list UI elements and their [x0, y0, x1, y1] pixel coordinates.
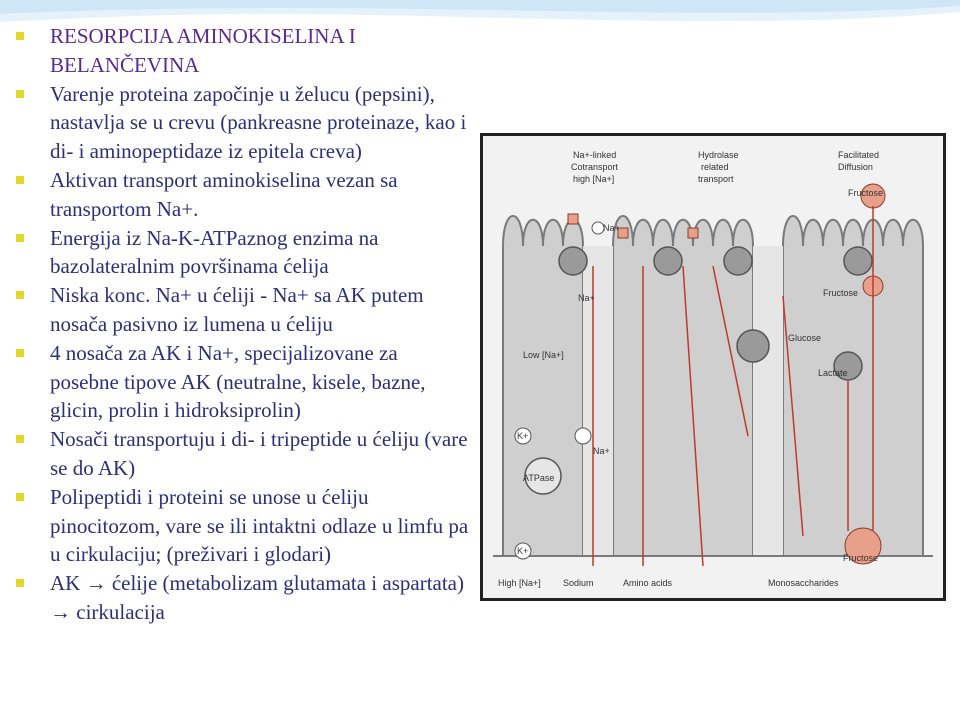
label-diffusion: Diffusion [838, 162, 873, 172]
transport-diagram [483, 136, 943, 598]
label-high-na-bottom: High [Na+] [498, 578, 541, 588]
bullet-item [14, 166, 469, 224]
label-monosaccharides: Monosaccharides [768, 578, 839, 588]
bullet-square-icon [16, 291, 24, 299]
bullet-text: RESORPCIJA AMINOKISELINA I BELANČEVINA [50, 24, 356, 77]
label-na-plus: Na+ [593, 446, 610, 456]
bullet-item [14, 224, 469, 282]
label-amino-acids: Amino acids [623, 578, 673, 588]
bullet-item [14, 483, 469, 569]
bullet-item [14, 569, 469, 627]
label-facilitated: Facilitated [838, 150, 880, 160]
bullet-square-icon [16, 90, 24, 98]
label-related: related [701, 162, 729, 172]
transport-figure [480, 133, 946, 601]
label-hydrolase: Hydrolase [698, 150, 739, 160]
bullet-text: Varenje proteina započinje u želucu (pepsini), nastavlja se u crevu (pankreasne proteinaze, kao i di- i aminopeptidaze iz epitela creva) [50, 81, 467, 164]
bullet-item [14, 339, 469, 425]
label-fructose-bottom: Fructose [843, 553, 879, 563]
bullet-item [14, 80, 469, 166]
label-sodium: Sodium [563, 578, 594, 588]
bullet-square-icon [16, 234, 24, 242]
bullet-text: 4 nosača za AK i Na+, specijalizovane za posebne tipove AK (neutralne, kisele, bazne, glicin, prolin i hidroksiprolin) [50, 340, 426, 423]
bullet-text: Aktivan transport aminokiselina vezan sa transportom Na+. [50, 167, 398, 221]
label-fructose-top: Fructose [848, 188, 884, 198]
bullet-text: Energija iz Na-K-ATPaznog enzima na bazolateralnim površinama ćelija [50, 225, 379, 279]
label-na-plus: Na+ [603, 223, 620, 233]
bullet-text: Polipeptidi i proteini se unose u ćeliju pinocitozom, vare se ili intaktni odlaze u limfu pa u cirkulaciju; (preživari i glodari) [50, 484, 469, 567]
label-low-na: Low [Na+] [523, 350, 564, 360]
label-k-plus: K+ [517, 431, 529, 441]
label-lactate: Lactate [818, 368, 848, 378]
label-k-plus: K+ [517, 546, 529, 556]
label-na-linked: Na+-linked [573, 150, 617, 160]
label-atpase: ATPase [523, 473, 555, 483]
bullet-item [14, 425, 469, 483]
bullet-square-icon [16, 32, 24, 40]
bullet-text: Niska konc. Na+ u ćeliji - Na+ sa AK putem nosača pasivno iz lumena u ćeliju [50, 283, 424, 336]
label-transport: transport [698, 174, 734, 184]
bullet-text: AK → ćelije (metabolizam glutamata i aspartata) → cirkulacija [50, 571, 464, 624]
bullet-square-icon [16, 579, 24, 587]
bullet-square-icon [16, 349, 24, 357]
bullet-list [14, 22, 469, 627]
bullet-item [14, 281, 469, 339]
bullet-item-title [14, 22, 469, 80]
bullet-square-icon [16, 435, 24, 443]
bullet-text: Nosači transportuju i di- i tripeptide u ćeliju (vare se do AK) [50, 427, 468, 480]
label-na-plus: Na+ [578, 293, 595, 303]
bullet-square-icon [16, 493, 24, 501]
bullet-square-icon [16, 176, 24, 184]
label-high-na: high [Na+] [573, 174, 615, 184]
label-glucose: Glucose [788, 333, 822, 343]
label-cotransport: Cotransport [571, 162, 619, 172]
label-fructose-mid: Fructose [823, 288, 859, 298]
